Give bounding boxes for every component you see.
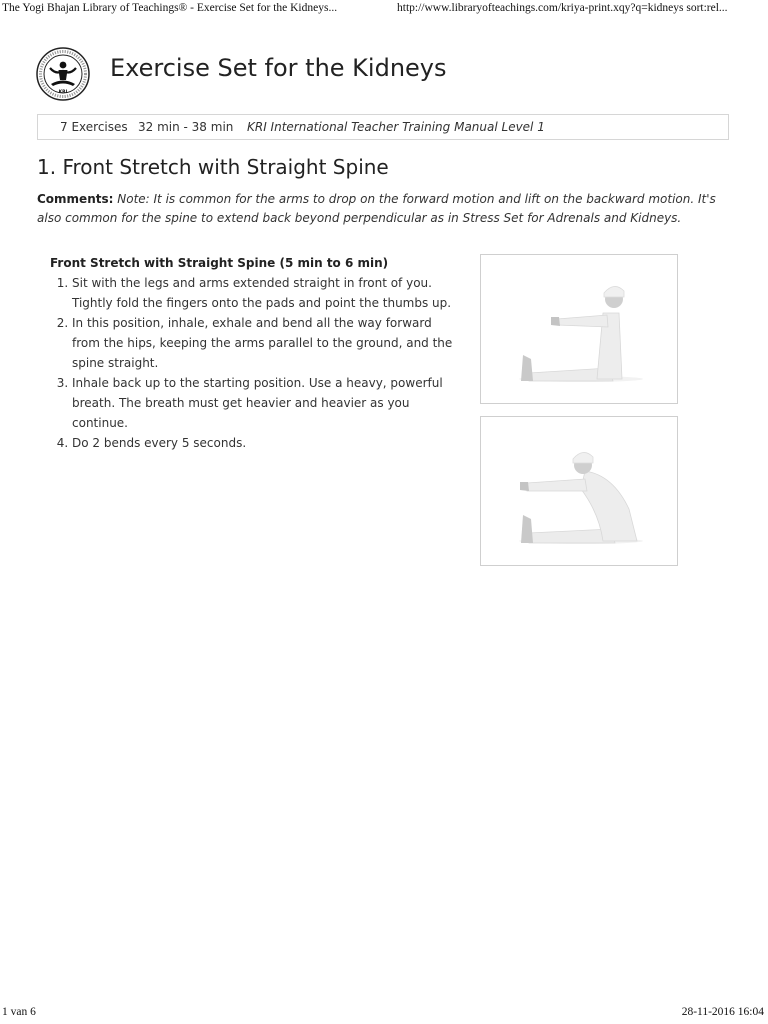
exercise-count: 7 Exercises [60, 120, 128, 134]
comments-text: Note: It is common for the arms to drop on the forward motion and lift on the backward motion. It's also common for the spine to extend back beyond perpendicular as in Stress Set for Adrenals and Kidneys. [37, 192, 716, 225]
print-header-url: http://www.libraryofteachings.com/kriya-print.xqy?q=kidneys sort:rel... [397, 2, 728, 14]
logo-text: KRI [58, 90, 68, 95]
seated-forward-bend-figure [481, 417, 677, 565]
seated-upright-figure [481, 255, 677, 403]
page-title: Exercise Set for the Kidneys [110, 54, 447, 82]
kri-logo-icon [36, 47, 90, 101]
page-number: 1 van 6 [2, 1006, 36, 1018]
kriya-meta-bar [37, 114, 729, 140]
step-item: 1. Sit with the legs and arms extended straight in front of you. Tightly fold the fingers onto the pads and point the thumbs up. [72, 273, 460, 313]
source-manual: KRI International Teacher Training Manual Level 1 [247, 120, 545, 134]
exercise-steps [50, 254, 460, 453]
steps-list [50, 273, 460, 453]
steps-heading: Front Stretch with Straight Spine (5 min to 6 min) [50, 256, 389, 270]
exercise-comments [37, 190, 737, 228]
photo-forward-bend [480, 416, 678, 566]
duration-range: 32 min - 38 min [138, 120, 234, 134]
print-header-title: The Yogi Bhajan Library of Teachings® - Exercise Set for the Kidneys... [2, 2, 338, 14]
exercise-title: 1. Front Stretch with Straight Spine [37, 155, 389, 179]
step-item: 4. Do 2 bends every 5 seconds. [72, 433, 460, 453]
print-date: 28-11-2016 16:04 [681, 1006, 764, 1018]
photo-upright-position [480, 254, 678, 404]
print-footer [0, 1004, 768, 1024]
print-header [0, 0, 768, 18]
step-item: 3. Inhale back up to the starting position. Use a heavy, powerful breath. The breath must get heavier and heavier as you continue. [72, 373, 460, 433]
comments-label: Comments: [37, 192, 114, 206]
step-item: 2. In this position, inhale, exhale and bend all the way forward from the hips, keeping the arms parallel to the ground, and the spine straight. [72, 313, 460, 373]
kri-logo [36, 47, 90, 101]
